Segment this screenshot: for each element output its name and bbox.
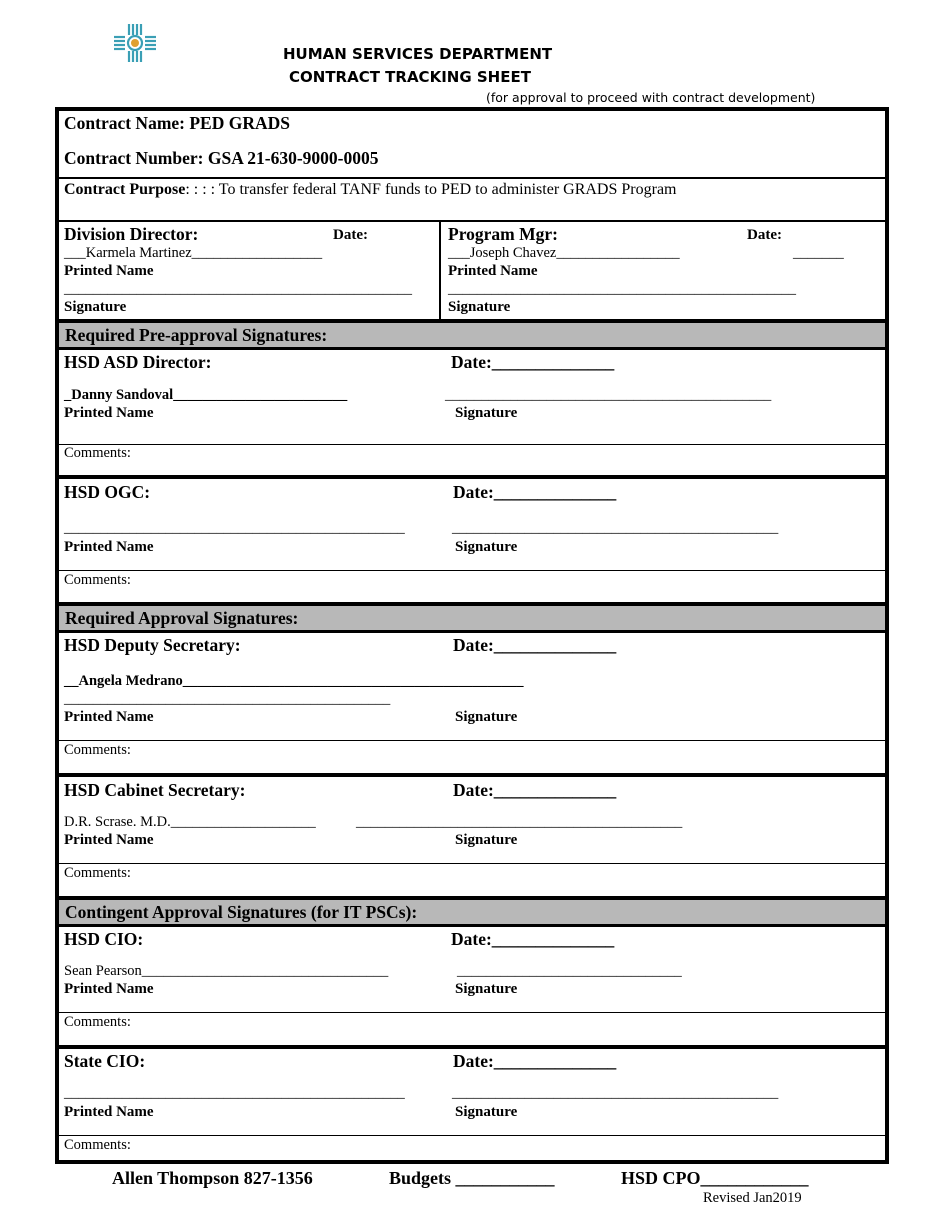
signature-label: Signature [455,709,518,725]
signature-label: Signature [64,299,127,315]
printed-name-label: Printed Name [64,1104,154,1120]
printed-name-label: Printed Name [64,981,154,997]
ogc-comments[interactable]: Comments: [64,572,131,588]
contract-purpose-text: : : : : To transfer federal TANF funds to PED to administer GRADS Program [185,181,677,198]
hsd-cio-printed-name[interactable]: Sean Pearson__________________________________ [64,963,389,979]
program-mgr-printed-name[interactable]: ___Joseph Chavez_________________ [448,245,680,261]
column-divider [439,222,441,320]
state-cio-comments[interactable]: Comments: [64,1137,131,1153]
pre-approval-section-header: Required Pre-approval Signatures: [59,323,885,347]
signature-label: Signature [448,299,511,315]
cabinet-secretary-signature-line[interactable]: _____________________________________________ [356,814,683,830]
form-title: CONTRACT TRACKING SHEET [289,68,531,86]
printed-name-label: Printed Name [64,832,154,848]
divider [55,444,889,445]
ogc-title: HSD OGC: [64,482,151,502]
footer-cpo[interactable]: HSD CPO____________ [621,1168,809,1188]
deputy-secretary-signature-line[interactable]: _____________________________________________ [64,691,391,707]
printed-name-label: Printed Name [64,263,154,279]
state-cio-title: State CIO: [64,1051,146,1071]
contract-number: Contract Number: GSA 21-630-9000-0005 [64,148,379,168]
division-director-title: Division Director: [64,224,199,244]
footer-budgets[interactable]: Budgets ___________ [389,1168,555,1188]
divider [55,773,889,777]
zia-logo [112,22,158,64]
printed-name-label: Printed Name [448,263,538,279]
cabinet-secretary-title: HSD Cabinet Secretary: [64,780,246,800]
contract-name: Contract Name: PED GRADS [64,113,291,133]
contract-purpose-label: Contract Purpose [64,181,186,198]
divider [55,1045,889,1049]
divider [55,1012,889,1013]
program-mgr-date-field[interactable]: _______ [793,245,844,261]
ogc-signature-line[interactable]: _____________________________________________ [452,520,779,536]
signature-label: Signature [455,405,518,421]
deputy-secretary-title: HSD Deputy Secretary: [64,635,241,655]
signature-label: Signature [455,1104,518,1120]
divider [55,220,889,222]
printed-name-label: Printed Name [64,709,154,725]
divider [55,740,889,741]
printed-name-label: Printed Name [64,539,154,555]
divider [55,924,889,927]
divider [55,347,889,350]
asd-director-title: HSD ASD Director: [64,352,212,372]
division-director-date-label: Date: [333,227,368,243]
divider [55,1135,889,1136]
ogc-date[interactable]: Date:______________ [453,482,617,502]
cabinet-secretary-date[interactable]: Date:______________ [453,780,617,800]
approval-section-header: Required Approval Signatures: [59,606,885,630]
cabinet-secretary-comments[interactable]: Comments: [64,865,131,881]
state-cio-printed-name[interactable]: _______________________________________________ [64,1085,405,1101]
deputy-secretary-comments[interactable]: Comments: [64,742,131,758]
divider [55,863,889,864]
signature-label: Signature [455,832,518,848]
division-director-printed-name[interactable]: ___Karmela Martinez__________________ [64,245,323,261]
hsd-cio-signature-line[interactable]: _______________________________ [457,963,682,979]
form-subtitle: (for approval to proceed with contract development) [486,90,816,105]
department-title: HUMAN SERVICES DEPARTMENT [283,45,553,63]
division-director-signature-line[interactable]: ________________________________________________ [64,281,412,297]
signature-label: Signature [455,539,518,555]
hsd-cio-title: HSD CIO: [64,929,144,949]
hsd-cio-date[interactable]: Date:______________ [451,929,615,949]
divider [55,475,889,479]
program-mgr-title: Program Mgr: [448,224,558,244]
footer-contact: Allen Thompson 827-1356 [112,1168,313,1188]
state-cio-date[interactable]: Date:______________ [453,1051,617,1071]
state-cio-signature-line[interactable]: _____________________________________________ [452,1085,779,1101]
deputy-secretary-printed-name[interactable]: __Angela Medrano_______________________________________________ [64,673,524,689]
printed-name-label: Printed Name [64,405,154,421]
contingent-section-header: Contingent Approval Signatures (for IT PSCs): [59,900,885,924]
ogc-printed-name[interactable]: _______________________________________________ [64,520,405,536]
contract-purpose [64,181,676,199]
revision-date: Revised Jan2019 [703,1190,802,1206]
asd-director-date[interactable]: Date:______________ [451,352,615,372]
divider [55,570,889,571]
program-mgr-signature-line[interactable]: ________________________________________________ [448,281,796,297]
deputy-secretary-date[interactable]: Date:______________ [453,635,617,655]
asd-director-signature-line[interactable]: _____________________________________________ [445,387,772,403]
hsd-cio-comments[interactable]: Comments: [64,1014,131,1030]
divider [55,630,889,633]
cabinet-secretary-printed-name[interactable]: D.R. Scrase. M.D.____________________ [64,814,316,830]
program-mgr-date-label: Date: [747,227,782,243]
asd-director-comments[interactable]: Comments: [64,445,131,461]
signature-label: Signature [455,981,518,997]
asd-director-printed-name[interactable]: _Danny Sandoval________________________ [64,387,348,403]
divider [55,177,889,179]
